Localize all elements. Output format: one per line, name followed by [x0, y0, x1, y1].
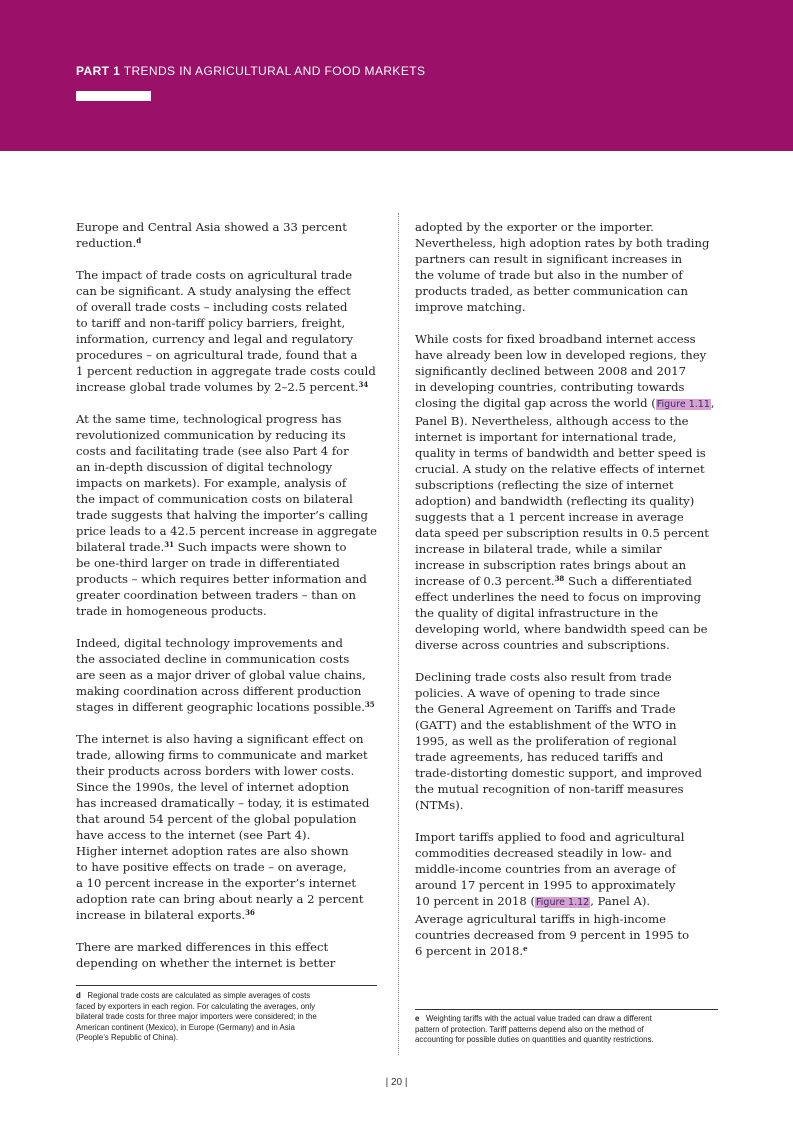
left-paragraph-6: There are marked differences in this effect depending on whether the internet is better: [76, 940, 336, 970]
footnote-text-d: Regional trade costs are calculated as simple averages of costs faced by exporters in each region. For calculating the averages, only bilateral trade costs for three major importers were considered; in the American continent (Mexico), in Europe (Germany) and in Asia (People’s Republic of China).: [76, 991, 317, 1043]
right-paragraph-3: Declining trade costs also result from trade policies. A wave of opening to trade since the General Agreement on Tariffs and Trade (GATT) and the establishment of the WTO in 1995, as well as the proliferation of regional trade agreements, has reduced tariffs and trade-distorting domestic support, and improved the mutual recognition of non-tariff measures (NTMs).: [415, 670, 703, 812]
running-header: [76, 64, 425, 78]
footnote-mark-d: d: [76, 991, 81, 1000]
header-accent-bar: [76, 91, 151, 101]
right-paragraph-2: While costs for fixed broadband internet access have already been low in developed regions, they significantly declined between 2008 and 2017 in developing countries, contributing towards closing the digital gap across the world (Figure 1.11, Panel B). Nevertheless, although access to the internet is important for international trade, quality in terms of bandwidth and better speed is crucial. A study on the relative effects of internet subscriptions (reflecting the size of internet adoption) and bandwidth (reflecting its quality) suggests that a 1 percent increase in average data speed per subscription results in 0.5 percent increase in bilateral trade, while a similar increase in subscription rates brings about an increase of 0.3 percent.$^{38}$ Such a differentiated effect underlines the need to focus on improving the quality of digital infrastructure in the developing world, where bandwidth speed can be diverse across countries and subscriptions.: [415, 332, 715, 652]
note-ref-38[interactable]: 38: [554, 574, 565, 583]
right-paragraph-4: Import tariffs applied to food and agricultural commodities decreased steadily in low- and middle-income countries from an average of around 17 percent in 1995 to approximately 10 percent in 2018 (Figure 1.12, Panel A). Average agricultural tariffs in high-income countries decreased from 9 percent in 1995 to 6 percent in 2018.$^e$: [415, 830, 690, 958]
note-ref-35[interactable]: 35: [364, 700, 375, 709]
footnote-text-e: Weighting tariffs with the actual value traded can draw a different pattern of protection. Tariff patterns depend also on the method of accounting for possible duties on quantities and quantity restrictions.: [415, 1014, 654, 1045]
page-number: | 20 |: [385, 1077, 408, 1088]
right-column: [415, 219, 721, 959]
footnote-mark-e: e: [415, 1014, 420, 1023]
left-column: [76, 219, 381, 971]
footnote-d: [76, 991, 381, 1044]
note-ref-36[interactable]: 36: [245, 908, 255, 917]
figure-link-1-11[interactable]: Figure 1.11: [656, 399, 710, 410]
note-ref-e[interactable]: e: [523, 944, 528, 953]
left-paragraph-4: Indeed, digital technology improvements and the associated decline in communication costs are seen as a major driver of global value chains, making coordination across different production stages in different geographic locations possible.$^{35}$: [76, 636, 375, 714]
note-ref-31[interactable]: 31: [164, 540, 174, 549]
part-label: PART 1: [76, 64, 121, 78]
footnote-e: [415, 1014, 725, 1046]
left-paragraph-2: The impact of trade costs on agricultural trade can be significant. A study analysing the effect of overall trade costs – including costs related to tariff and non-tariff policy barriers, freight, information, currency and legal and regulatory procedures – on agricultural trade, found that a 1 percent reduction in aggregate trade costs could increase global trade volumes by 2–2.5 percent.$^{34}$: [76, 268, 376, 394]
figure-link-1-12[interactable]: Figure 1.12: [536, 897, 590, 908]
section-title: TRENDS IN AGRICULTURAL AND FOOD MARKETS: [123, 64, 426, 78]
left-paragraph-1: Europe and Central Asia showed a 33 percent reduction.$^d$: [76, 220, 347, 250]
footnote-rule-left: [76, 985, 377, 986]
footnote-rule-right: [415, 1009, 718, 1010]
left-paragraph-3: At the same time, technological progress has revolutionized communication by reducing its costs and facilitating trade (see also Part 4 for an in-depth discussion of digital technology impacts on markets). For example, analysis of the impact of communication costs on bilateral trade suggests that halving the importer’s calling price leads to a 42.5 percent increase in aggregate bilateral trade.$^{31}$ Such impacts were shown to be one-third larger on trade in differentiated products – which requires better information and greater coordination between traders – than on trade in homogeneous products.: [76, 412, 378, 618]
left-paragraph-5: The internet is also having a significant effect on trade, allowing firms to communicate and market their products across borders with lower costs. Since the 1990s, the level of internet adoption has increased dramatically – today, it is estimated that around 54 percent of the global population have access to the internet (see Part 4). Higher internet adoption rates are also shown to have positive effects on trade – on average, a 10 percent increase in the exporter’s internet adoption rate can bring about nearly a 2 percent increase in bilateral exports.$^{36}$: [76, 732, 370, 922]
right-paragraph-1: adopted by the exporter or the importer. Nevertheless, high adoption rates by both trading partners can result in significant increases in the volume of trade but also in the number of products traded, as better communication can improve matching.: [415, 220, 710, 314]
note-ref-d[interactable]: d: [136, 236, 142, 245]
note-ref-34[interactable]: 34: [358, 380, 369, 389]
column-divider: [398, 213, 399, 1055]
header-band: [0, 0, 793, 151]
